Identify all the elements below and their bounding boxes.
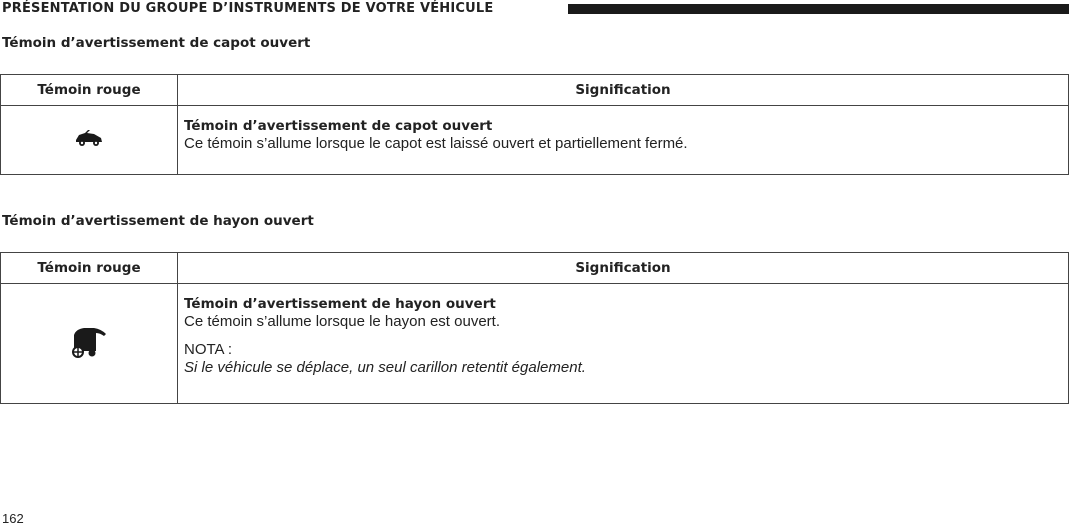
item-title: Témoin d’avertissement de hayon ouvert: [184, 296, 496, 312]
icon-cell: [1, 106, 178, 175]
liftgate-open-icon: [68, 321, 110, 361]
hood-warning-table: [0, 74, 1069, 175]
column-header-meaning: Signification: [178, 75, 1069, 106]
section-title-liftgate: Témoin d’avertissement de hayon ouvert: [2, 213, 314, 229]
table-row: [1, 284, 1069, 404]
column-header-red-light: Témoin rouge: [1, 75, 178, 106]
item-description: Ce témoin s’allume lorsque le hayon est ouvert.: [184, 313, 500, 330]
note-text: Si le véhicule se déplace, un seul carillon retentit également.: [184, 359, 586, 376]
note-label: NOTA :: [184, 341, 233, 358]
item-description: Ce témoin s’allume lorsque le capot est laissé ouvert et partiellement fermé.: [184, 135, 688, 152]
header-title: PRÉSENTATION DU GROUPE D’INSTRUMENTS DE VOTRE VÉHICULE: [2, 1, 494, 16]
table-row: [1, 106, 1069, 175]
hood-open-icon: [74, 129, 104, 147]
meaning-cell: [178, 284, 1069, 404]
table-header-row: [1, 75, 1069, 106]
section-title-hood: Témoin d’avertissement de capot ouvert: [2, 35, 311, 51]
header-rule: [568, 4, 1069, 14]
liftgate-warning-table: [0, 252, 1069, 404]
table-header-row: [1, 253, 1069, 284]
page-number: 162: [2, 511, 24, 526]
column-header-red-light: Témoin rouge: [1, 253, 178, 284]
item-title: Témoin d’avertissement de capot ouvert: [184, 118, 493, 134]
column-header-meaning: Signification: [178, 253, 1069, 284]
icon-cell: [1, 284, 178, 404]
page-header: [0, 0, 1069, 18]
meaning-cell: [178, 106, 1069, 175]
